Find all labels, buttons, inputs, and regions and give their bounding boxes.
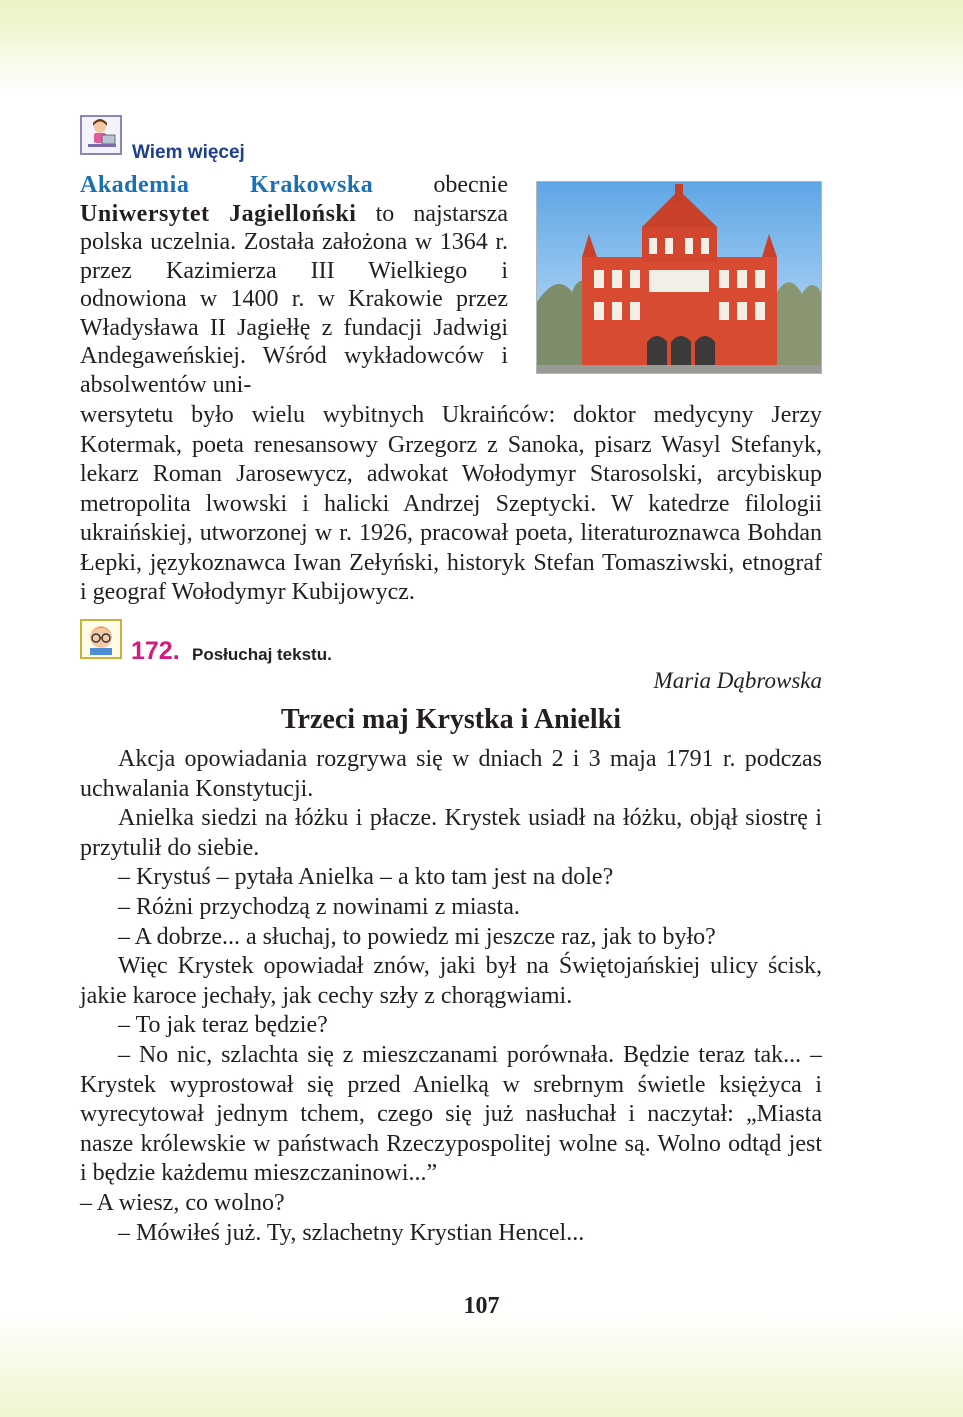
story-paragraph: – Mówiłeś już. Ty, szlachetny Krystian Hencel... (118, 1219, 585, 1246)
story-text (80, 745, 822, 1248)
uniwersytet-jagiellonski-term: Uniwersytet Jagielloński (80, 200, 357, 227)
story-paragraph: Więc Krystek opowiadał znów, jaki był na Świętojańskiej ulicy ścisk, jakie karoce jechały, jak cechy szły z chorągwiami. (80, 953, 822, 1009)
intro-paragraph: Akademia Krakowska obecnie Uniwersytet Jagielloński to najstarsza polska uczelnia. Została założona w 1364 r. przez Kazimierza III Wielkiego i odnowiona w 1400 r. w Krakowie przez Władysława II Jagiełłę z fundacji Jadwigi Andegaweńskiej. Wśród wykładowców i absolwentów uni- (80, 172, 508, 398)
story-paragraph: – A wiesz, co wolno? (80, 1189, 285, 1216)
story-title: Trzeci maj Krystka i Anielki (280, 704, 622, 735)
child-reading-icon (80, 619, 122, 659)
story-paragraph: Anielka siedzi na łóżku i płacze. Krystek usiadł na łóżku, objął siostrę i przytulił do siebie. (80, 805, 822, 861)
story-paragraph: – Różni przychodzą z nowinami z miasta. (118, 893, 520, 920)
story-paragraph: – To jak teraz będzie? (118, 1012, 328, 1039)
collegium-novum-photo (536, 181, 822, 374)
story-author: Maria Dąbrowska (653, 668, 822, 693)
story-paragraph: – No nic, szlachta się z mieszczanami porównała. Będzie teraz tak... – Krystek wyprostował się przed Anielką w srebrnym świetle księżyca i wyrecytował jednym tchem, czego się już nasłuchał i naczytał: „Miasta nasze królewskie w państwach Rzeczypospolitej wolne są. Wolno odtąd jest i będzie każdemu mieszczaninowi...” (80, 1041, 822, 1187)
exercise-number: 172. (131, 637, 180, 665)
girl-with-laptop-icon (80, 115, 122, 155)
akademia-krakowska-term: Akademia Krakowska (80, 172, 374, 198)
story-paragraph: – Krystuś – pytała Anielka – a kto tam jest na dole? (118, 864, 614, 891)
page-number: 107 (463, 1293, 500, 1319)
continuation-paragraph: wersytetu było wielu wybitnych Ukraińców: doktor medycyny Jerzy Kotermak, poeta renesansowy Grzegorz z Sanoka, pisarz Wasyl Stefanyk, lekarz Roman Jarosewycz, adwokat Wołodymyr Starosolski, arcybiskup metropolita lwowski i halicki Andrzej Szeptycki. W katedrze filologii ukraińskiej, utworzonej w r. 1926, pracował poeta, literaturoznawca Bohdan Łepki, językoznawca Iwan Zełyński, historyk Stefan Tomasziwski, etnograf i geograf Wołodymyr Kubijowycz. (80, 402, 822, 605)
story-paragraph: – A dobrze... a słuchaj, to powiedz mi jeszcze raz, jak to było? (118, 923, 716, 950)
exercise-instruction: Posłuchaj tekstu. (192, 645, 332, 664)
wiem-wiecej-label: Wiem więcej (132, 142, 245, 163)
story-paragraph: Akcja opowiadania rozgrywa się w dniach 2 i 3 maja 1791 r. podczas uchwalania Konstytucji. (80, 746, 822, 802)
